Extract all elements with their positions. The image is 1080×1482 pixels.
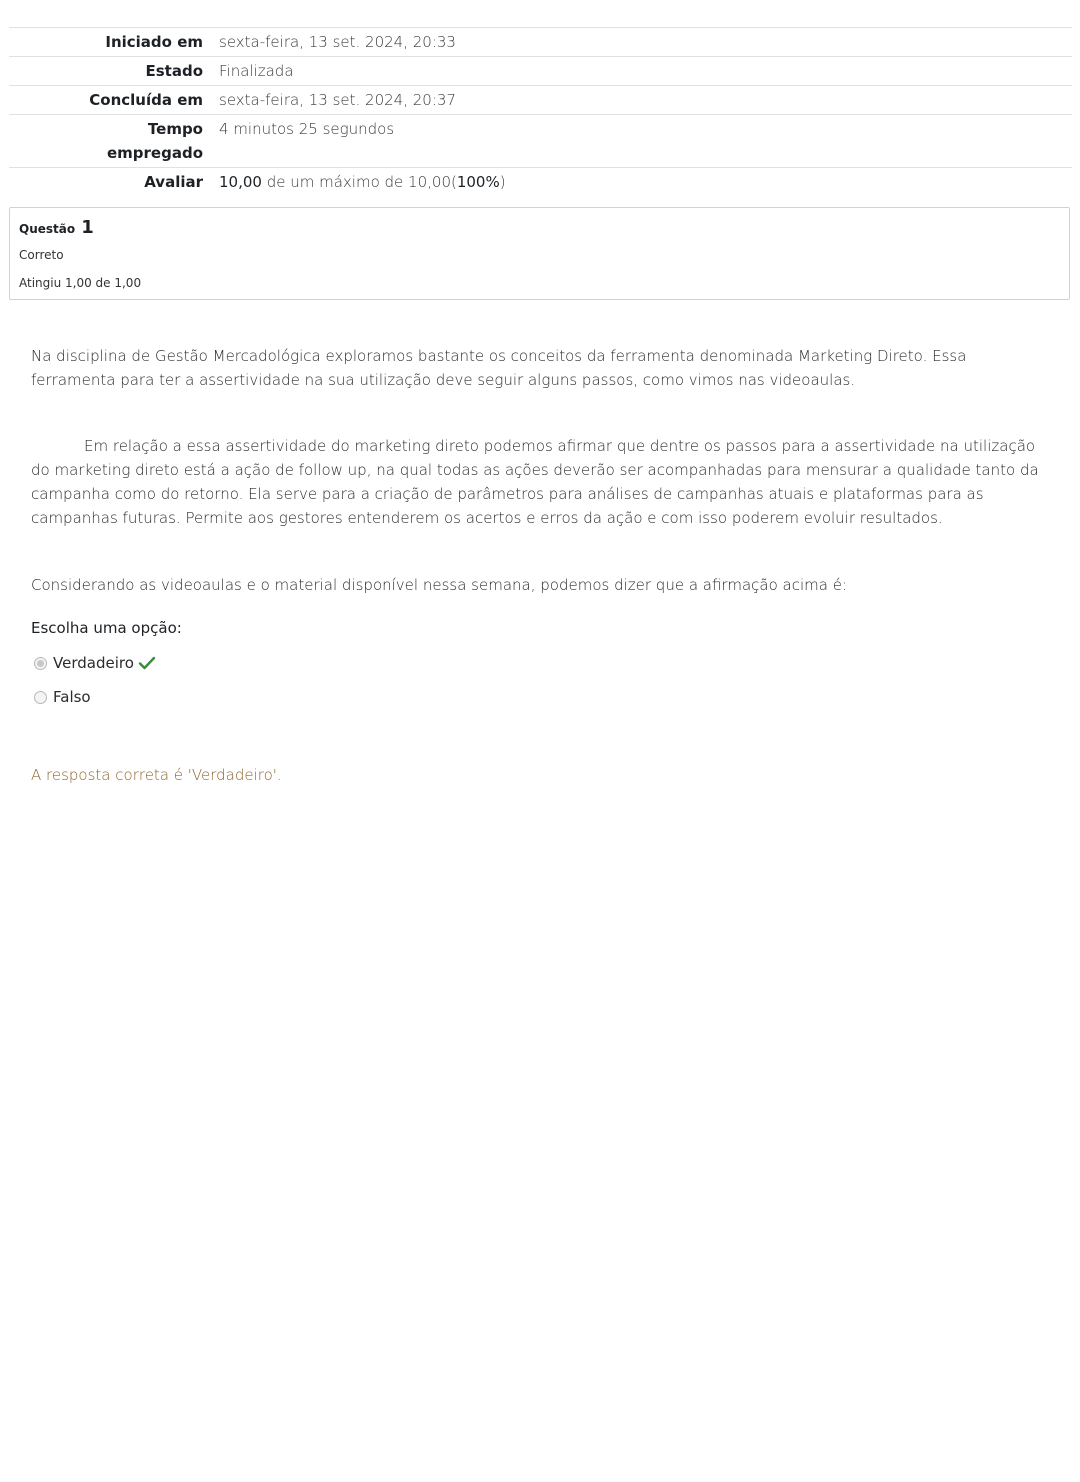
summary-row-grade [9,168,1072,197]
summary-value: sexta-feira, 13 set. 2024, 20:33 [219,33,456,51]
correct-answer-feedback: A resposta correta é 'Verdadeiro'. [31,766,282,784]
question-paragraph: Na disciplina de Gestão Mercadológica exploramos bastante os conceitos da ferramenta denominada Marketing Direto. Essa ferramenta para ter a assertividade na sua utilização deve seguir alguns passos, como vimos nas videoaulas. [31,347,967,389]
grade-percent: 100% [456,173,500,191]
summary-value: sexta-feira, 13 set. 2024, 20:37 [219,91,456,109]
summary-label: Concluída em [89,91,203,109]
question-label: Questão [19,222,76,236]
summary-row-state [9,57,1072,86]
option-label: Falso [53,688,91,706]
summary-row-time-taken [9,115,1072,168]
summary-label: Avaliar [144,173,203,191]
question-number-value: 1 [81,217,94,238]
summary-row-completed [9,86,1072,115]
attempt-summary [9,27,1072,196]
summary-label: Tempo empregado [106,120,203,162]
radio-button-selected[interactable] [34,657,47,670]
summary-value: 4 minutos 25 segundos [219,120,395,138]
summary-value [219,168,1072,197]
grade-end: ) [499,173,506,191]
option-verdadeiro[interactable] [34,654,156,672]
question-number [19,217,94,238]
option-label: Verdadeiro [53,654,134,672]
check-icon [138,655,156,671]
grade-score: 10,00 [219,173,262,191]
grade-middle: de um máximo de 10,00( [261,173,457,191]
summary-label: Estado [145,62,203,80]
question-paragraph: Em relação a essa assertividade do marketing direto podemos afirmar que dentre os passos para a assertividade na utilização do marketing direto está a ação de follow up, na qual todas as ações deverão ser acompanhadas para mensurar a qualidade tanto da campanha como do retorno. Ela serve para a criação de parâmetros para análises de campanhas atuais e plataformas para as campanhas futuras. Permite aos gestores entenderem os acertos e erros da ação e com isso poderem evoluir resultados. [31,437,1039,527]
answer-prompt: Escolha uma opção: [31,619,182,637]
summary-value: Finalizada [219,62,294,80]
question-state: Correto [19,248,64,262]
question-grade: Atingiu 1,00 de 1,00 [19,276,142,290]
option-falso[interactable] [34,688,91,706]
question-paragraph: Considerando as videoaulas e o material disponível nessa semana, podemos dizer que a afirmação acima é: [31,576,847,594]
summary-label: Iniciado em [105,33,203,51]
radio-button[interactable] [34,691,47,704]
summary-row-started [9,28,1072,57]
question-info-box [9,207,1070,300]
